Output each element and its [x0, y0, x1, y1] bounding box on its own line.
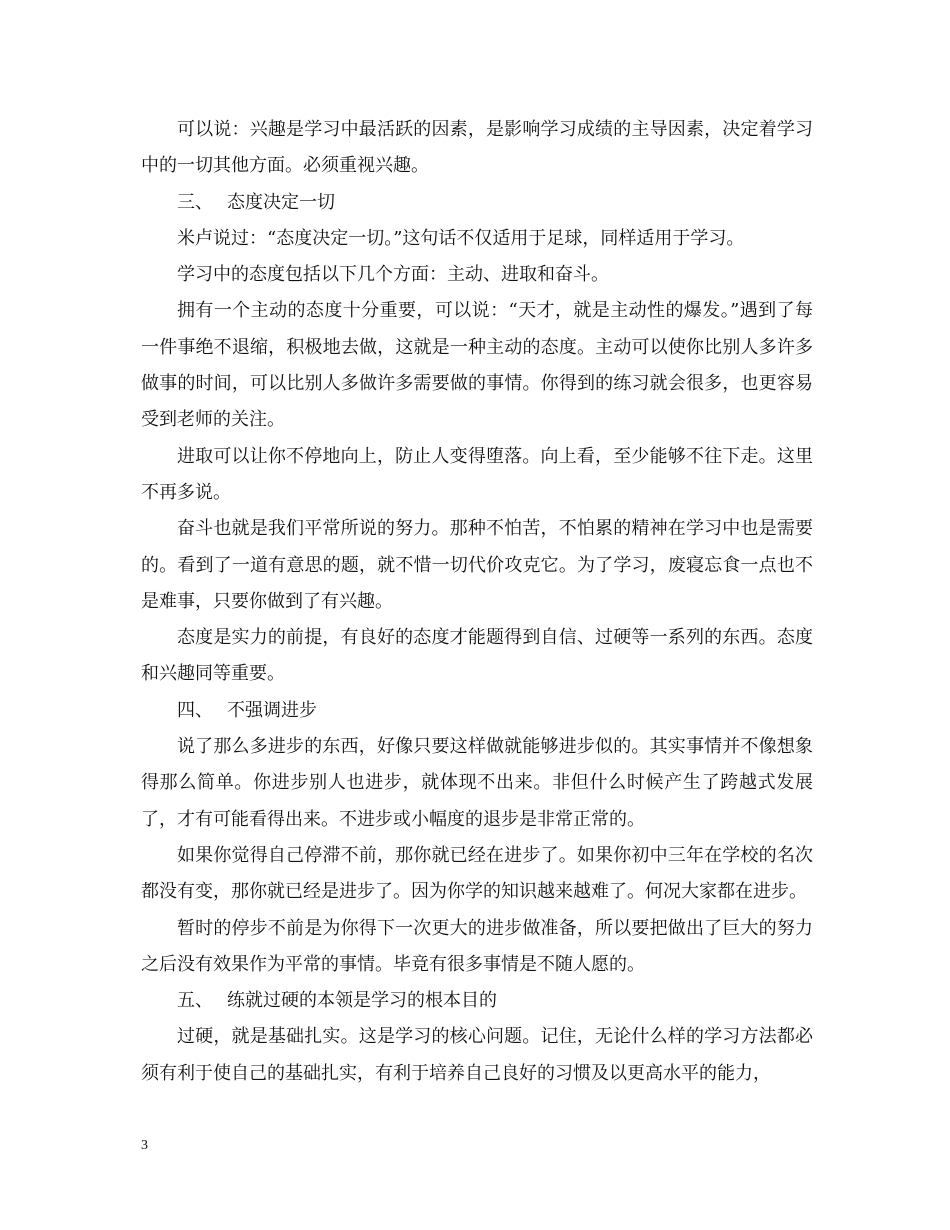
section-number: 四、: [177, 699, 213, 721]
paragraph: 进取可以让你不停地向上，防止人变得堕落。向上看，至少能够不往下走。这里不再多说。: [141, 445, 813, 503]
section-number: 五、: [177, 990, 213, 1012]
paragraph: 说了那么多进步的东西，好像只要这样做就能够进步似的。其实事情并不像想象得那么简单。你进步别人也进步，就体现不出来。非但什么时候产生了跨越式发展了，才有可能看得出来。不进步或小幅度的退步是非常正常的。: [141, 736, 813, 830]
section-heading: [141, 185, 813, 221]
paragraph: 态度是实力的前提，有良好的态度才能题得到自信、过硬等一系列的东西。态度和兴趣同等重要。: [141, 627, 813, 685]
document-body: [141, 112, 813, 1092]
paragraph: 过硬，就是基础扎实。这是学习的核心问题。记住，无论什么样的学习方法都必须有利于使自己的基础扎实，有利于培养自己良好的习惯及以更高水平的能力，: [141, 1026, 813, 1084]
paragraph: 学习中的态度包括以下几个方面：主动、进取和奋斗。: [177, 264, 609, 286]
section-number: 三、: [177, 191, 213, 213]
paragraph: 拥有一个主动的态度十分重要，可以说：“天才，就是主动性的爆发。”遇到了每一件事绝不退缩，积极地去做，这就是一种主动的态度。主动可以使你比别人多许多做事的时间，可以比别人多做许多需要做的事情。你得到的练习就会很多，也更容易受到老师的关注。: [141, 300, 813, 431]
paragraph: 可以说：兴趣是学习中最活跃的因素，是影响学习成绩的主导因素，决定着学习中的一切其他方面。必须重视兴趣。: [141, 119, 813, 177]
section-heading: [141, 983, 813, 1019]
paragraph: 米卢说过：“态度决定一切。”这句话不仅适用于足球，同样适用于学习。: [177, 227, 745, 249]
paragraph: 如果你觉得自己停滞不前，那你就已经在进步了。如果你初中三年在学校的名次都没有变，那你就已经是进步了。因为你学的知识越来越难了。何况大家都在进步。: [141, 844, 813, 903]
paragraph: 暂时的停步不前是为你得下一次更大的进步做准备，所以要把做出了巨大的努力之后没有效果作为平常的事情。毕竟有很多事情是不随人愿的。: [141, 917, 813, 975]
page-number: 3: [141, 1138, 148, 1153]
paragraph: 奋斗也就是我们平常所说的努力。那种不怕苦，不怕累的精神在学习中也是需要的。看到了一道有意思的题，就不惜一切代价攻克它。为了学习，废寝忘食一点也不是难事，只要你做到了有兴趣。: [141, 518, 813, 612]
section-heading: [141, 693, 813, 729]
section-title: 态度决定一切: [227, 191, 335, 213]
section-title: 练就过硬的本领是学习的根本目的: [227, 990, 497, 1012]
section-title: 不强调进步: [227, 699, 317, 721]
